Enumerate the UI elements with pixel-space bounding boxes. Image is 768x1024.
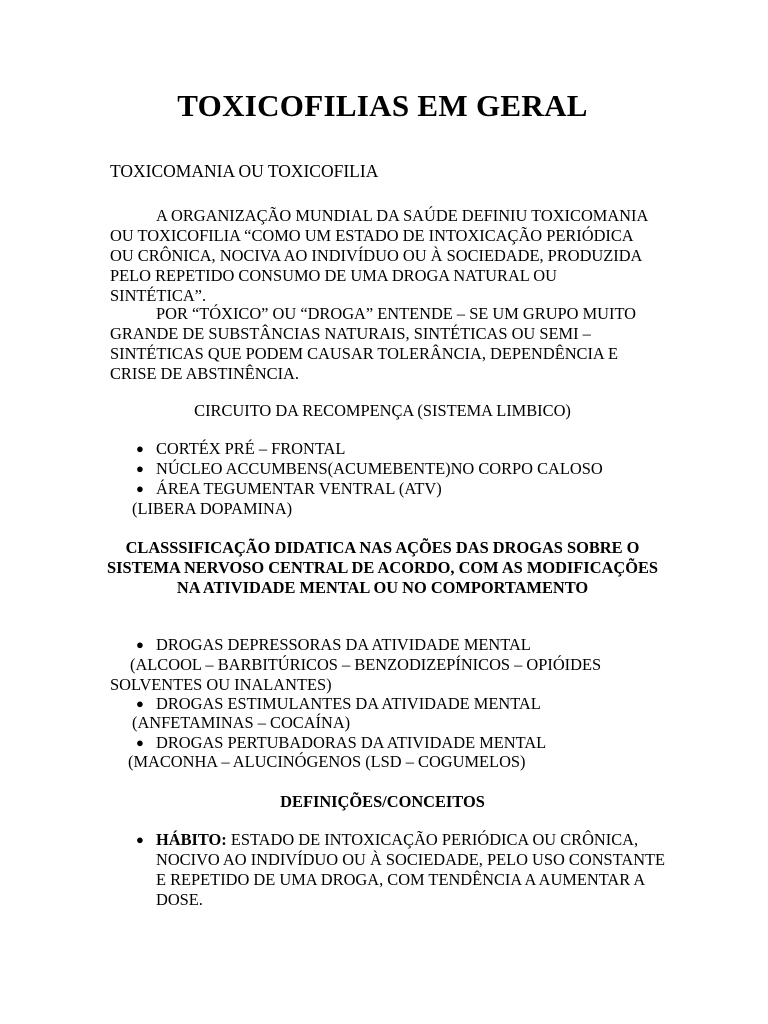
estimulantes-examples: (ANFETAMINAS – COCAÍNA): [132, 713, 351, 732]
section-subtitle: TOXICOMANIA OU TOXICOFILIA: [110, 161, 379, 181]
circuit-list: [110, 439, 670, 499]
classification-list-3: [110, 733, 670, 753]
habito-term: HÁBITO:: [156, 830, 227, 849]
list-item: ● DROGAS ESTIMULANTES DA ATIVIDADE MENTAL: [110, 694, 670, 714]
depressoras-examples: (ALCOOL – BARBITÚRICOS – BENZODIZEPÍNICOS – OPIÓIDES SOLVENTES OU INALANTES): [110, 655, 602, 694]
definitions-heading: DEFINIÇÕES/CONCEITOS: [280, 792, 485, 811]
classification-list-1: [110, 635, 670, 655]
classification-heading: CLASSSIFICAÇÃO DIDATICA NAS AÇÕES DAS DROGAS SOBRE O SISTEMA NERVOSO CENTRAL DE ACORDO, COM AS MODIFICAÇÕES NA ATIVIDADE MENTAL OU NO COMPORTAMENTO: [107, 538, 658, 597]
paragraph-who-definition: A ORGANIZAÇÃO MUNDIAL DA SAÚDE DEFINIU TOXICOMANIA OU TOXICOFILIA “COMO UM ESTADO DE INTOXICAÇÃO PERIÓDICA OU CRÔNICA, NOCIVA AO INDIVÍDUO OU À SOCIEDADE, PRODUZIDA PELO REPETIDO CONSUMO DE UMA DROGA NATURAL OU SINTÉTICA”.: [110, 206, 648, 305]
pertubadoras-examples: (MACONHA – ALUCINÓGENOS (LSD – COGUMELOS): [128, 752, 526, 771]
list-item: ● ÁREA TEGUMENTAR VENTRAL (ATV): [110, 479, 670, 499]
page-title: TOXICOFILIAS EM GERAL: [177, 88, 588, 123]
list-item: ● DROGAS PERTUBADORAS DA ATIVIDADE MENTAL: [110, 733, 670, 753]
classification-list-2: [110, 694, 670, 714]
circuit-heading: CIRCUITO DA RECOMPENÇA (SISTEMA LIMBICO): [194, 401, 571, 420]
list-item: ● NÚCLEO ACCUMBENS(ACUMEBENTE)NO CORPO CALOSO: [110, 459, 670, 479]
list-item: ● CORTÉX PRÉ – FRONTAL: [110, 439, 670, 459]
list-item: ● DROGAS DEPRESSORAS DA ATIVIDADE MENTAL: [110, 635, 670, 655]
habito-text: ESTADO DE INTOXICAÇÃO PERIÓDICA OU CRÔNICA, NOCIVO AO INDIVÍDUO OU À SOCIEDADE, PELO USO CONSTANTE E REPETIDO DE UMA DROGA, COM TENDÊNCIA A AUMENTAR A DOSE.: [156, 830, 666, 909]
paragraph-drug-definition: POR “TÓXICO” OU “DROGA” ENTENDE – SE UM GRUPO MUITO GRANDE DE SUBSTÂNCIAS NATURAIS, SINTÉTICAS OU SEMI – SINTÉTICAS QUE PODEM CAUSAR TOLERÂNCIA, DEPENDÊNCIA E CRISE DE ABSTINÊNCIA.: [110, 304, 637, 383]
dopamine-note: (LIBERA DOPAMINA): [132, 499, 293, 518]
bullet-icon: ●: [136, 832, 144, 847]
